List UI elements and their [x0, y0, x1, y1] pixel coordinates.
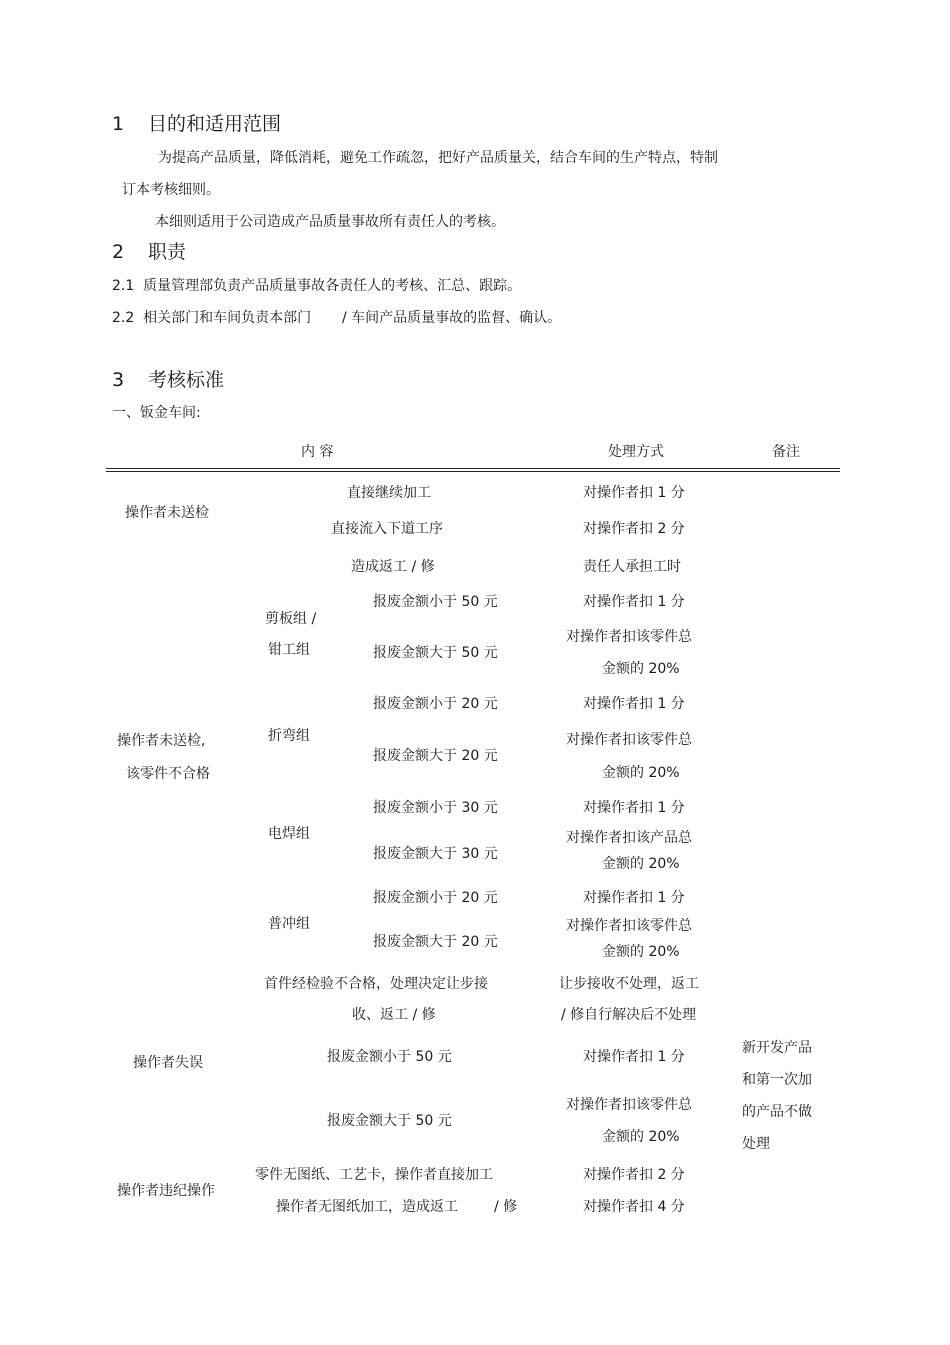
cell-handling: 对操作者扣 1 分	[583, 485, 685, 501]
paragraph: 为提高产品质量，降低消耗，避免工作疏忽，把好产品质量关，结合车间的生产特点，特制	[158, 150, 718, 166]
cell-handling: 对操作者扣 4 分	[583, 1199, 685, 1215]
section-1-heading	[112, 111, 281, 137]
cell-content: 报废金额大于 20 元	[373, 934, 498, 950]
cell-handling: 责任人承担工时	[583, 559, 681, 575]
cell-handling: 让步接收不处理，返工	[559, 976, 699, 992]
group-label: 电焊组	[268, 826, 310, 842]
cell-handling: 金额的 20%	[602, 1129, 680, 1145]
paragraph: 本细则适用于公司造成产品质量事故所有责任人的考核。	[155, 214, 505, 230]
row-category: 操作者失误	[133, 1055, 203, 1071]
group-label: 剪板组 /	[265, 611, 317, 627]
group-label: 折弯组	[268, 728, 310, 744]
item-number: 2.2	[112, 310, 135, 326]
column-header-content: 内 容	[301, 444, 334, 460]
column-header-remark: 备注	[772, 444, 800, 460]
section-title: 目的和适用范围	[148, 113, 282, 135]
cell-handling: 对操作者扣该产品总	[566, 830, 692, 846]
cell-content: 报废金额大于 50 元	[373, 645, 498, 661]
cell-handling: 对操作者扣 1 分	[583, 594, 685, 610]
section-3-heading	[112, 367, 224, 393]
cell-content: 直接继续加工	[347, 485, 431, 501]
cell-handling: 金额的 20%	[602, 661, 680, 677]
cell-handling: 金额的 20%	[602, 856, 680, 872]
cell-content: 操作者无图纸加工，造成返工	[276, 1199, 458, 1215]
item-number: 2.1	[112, 278, 135, 294]
cell-content: 报废金额小于 30 元	[373, 800, 498, 816]
section-number: 3	[112, 369, 125, 391]
cell-handling: 对操作者扣 1 分	[583, 890, 685, 906]
cell-content: 造成返工 / 修	[351, 559, 435, 575]
cell-content: 收、返工 / 修	[352, 1007, 436, 1023]
row-category: 操作者违纪操作	[117, 1183, 215, 1199]
paragraph: 订本考核细则。	[122, 182, 220, 198]
header-rule-bottom	[106, 471, 840, 472]
cell-handling: 对操作者扣 1 分	[583, 696, 685, 712]
section-number: 2	[112, 241, 125, 263]
item-text: 相关部门和车间负责本部门	[143, 310, 312, 326]
cell-content: 首件经检验不合格，处理决定让步接	[264, 976, 488, 992]
cell-content: 报废金额大于 50 元	[327, 1113, 452, 1129]
section-title: 职责	[148, 241, 187, 263]
cell-content: 报废金额小于 20 元	[373, 890, 498, 906]
group-label: 钳工组	[268, 642, 310, 658]
item-text: 质量管理部负责产品质量事故各责任人的考核、汇总、跟踪。	[143, 278, 522, 294]
section-2-heading	[112, 239, 186, 265]
column-header-handling: 处理方式	[608, 444, 664, 460]
cell-content: 报废金额大于 20 元	[373, 748, 498, 764]
remark-text: 新开发产品	[742, 1040, 812, 1056]
cell-handling: 对操作者扣该零件总	[566, 918, 692, 934]
header-rule-top	[106, 468, 840, 469]
cell-handling: / 修自行解决后不处理	[561, 1007, 697, 1023]
cell-content: 报废金额大于 30 元	[373, 846, 498, 862]
cell-handling: 对操作者扣 2 分	[583, 521, 685, 537]
list-item-2-1	[112, 276, 521, 296]
remark-text: 的产品不做	[742, 1104, 812, 1120]
section-number: 1	[112, 113, 125, 135]
row-category: 操作者未送检	[125, 505, 209, 521]
row-category: 操作者未送检,	[117, 733, 206, 749]
cell-content: / 修	[494, 1199, 518, 1215]
remark-text: 处理	[742, 1136, 770, 1152]
cell-handling: 金额的 20%	[602, 944, 680, 960]
cell-handling: 对操作者扣 2 分	[583, 1167, 685, 1183]
group-label: 普冲组	[268, 916, 310, 932]
subheading: 一、钣金车间:	[112, 405, 201, 421]
cell-content: 报废金额小于 20 元	[373, 696, 498, 712]
cell-handling: 对操作者扣该零件总	[566, 629, 692, 645]
section-title: 考核标准	[148, 369, 225, 391]
cell-content: 直接流入下道工序	[331, 521, 443, 537]
cell-handling: 对操作者扣该零件总	[566, 1097, 692, 1113]
cell-handling: 对操作者扣 1 分	[583, 1049, 685, 1065]
list-item-2-2	[112, 308, 311, 328]
cell-handling: 对操作者扣该零件总	[566, 732, 692, 748]
cell-handling: 对操作者扣 1 分	[583, 800, 685, 816]
cell-handling: 金额的 20%	[602, 765, 680, 781]
cell-content: 报废金额小于 50 元	[373, 594, 498, 610]
cell-content: 报废金额小于 50 元	[327, 1049, 452, 1065]
cell-content: 零件无图纸、工艺卡，操作者直接加工	[255, 1167, 493, 1183]
item-text: / 车间产品质量事故的监督、确认。	[342, 310, 562, 326]
remark-text: 和第一次加	[742, 1072, 812, 1088]
row-category: 该零件不合格	[126, 766, 210, 782]
